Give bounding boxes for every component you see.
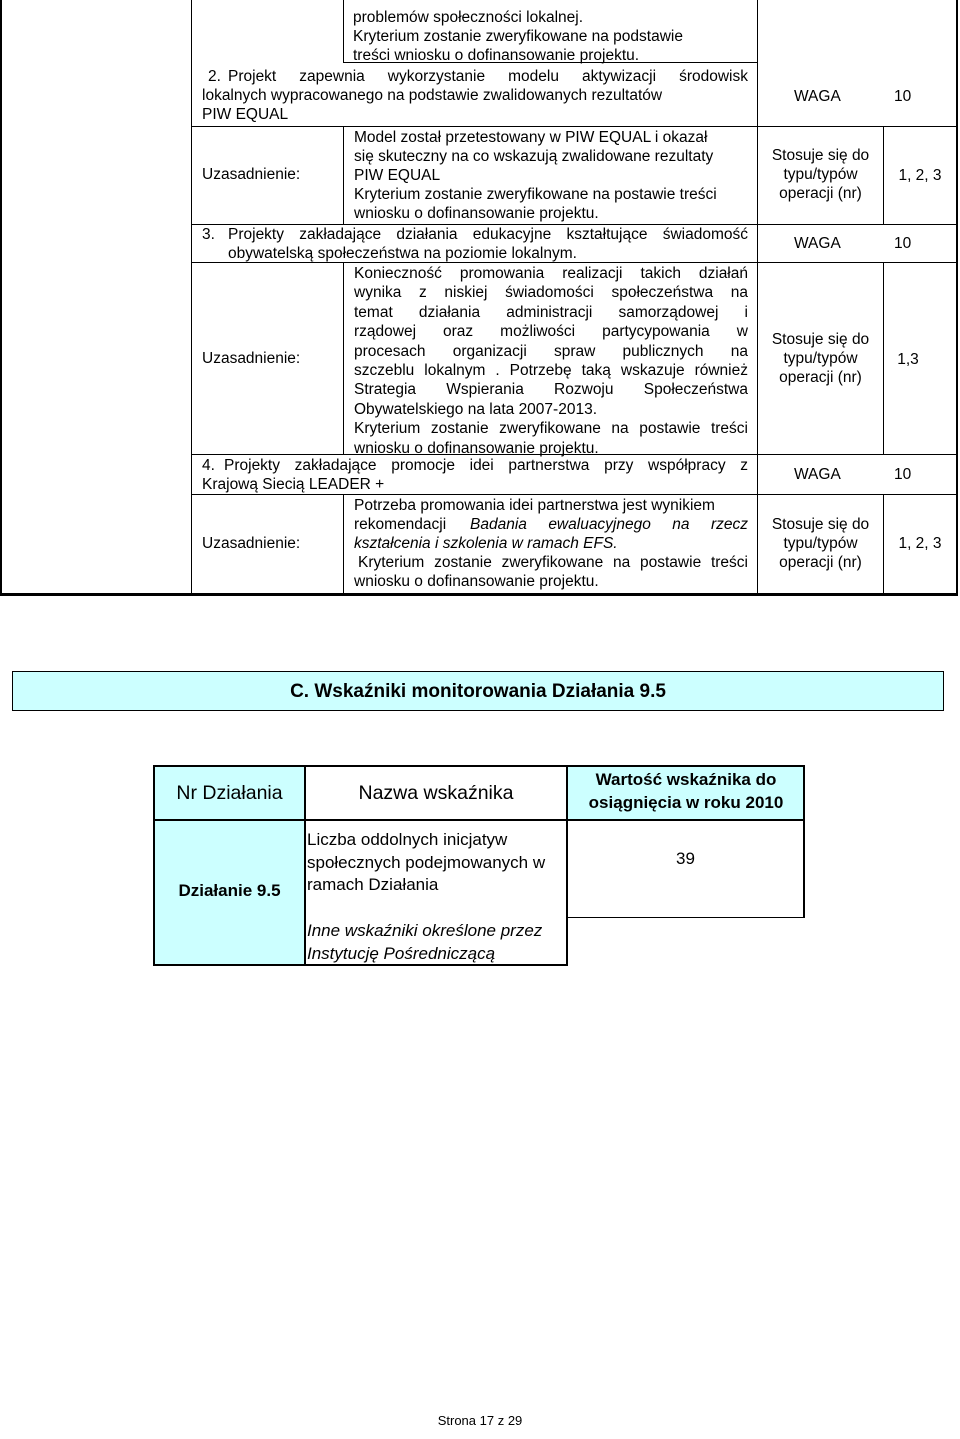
criterion-3-waga-label: WAGA bbox=[794, 235, 841, 252]
criterion-4-uzasadnienie-line-2b: Badania ewaluacyjnego na rzecz bbox=[470, 516, 748, 533]
criterion-3-uzasadnienie-label: Uzasadnienie: bbox=[202, 350, 301, 367]
frame-right bbox=[956, 0, 958, 596]
criterion-2-operacje: 1, 2, 3 bbox=[898, 167, 942, 184]
header-nazwa-wskaznika: Nazwa wskaźnika bbox=[358, 782, 514, 804]
ind-header-bottom bbox=[153, 819, 804, 821]
criterion-3-stosuje-line-3: operacji (nr) bbox=[779, 369, 862, 386]
header-nr-dzialania: Nr Działania bbox=[176, 782, 283, 804]
indicator-1-name: Liczba oddolnych inicjatyw społecznych podejmowanych w ramach Działania bbox=[307, 830, 546, 894]
criterion-4-waga-label: WAGA bbox=[794, 466, 841, 483]
criterion-4-waga-value: 10 bbox=[894, 466, 912, 483]
criterion-4-uzasadnienie-line-5: wniosku o dofinansowanie projektu. bbox=[354, 573, 599, 590]
criterion-4-number: 4. bbox=[202, 457, 215, 474]
criterion-4-title-line-2: Krajową Siecią LEADER + bbox=[202, 476, 385, 493]
criterion-2-uzasadnienie-line-2: się skuteczny na co wskazują zwalidowane rezultaty bbox=[354, 148, 714, 165]
criterion-3-uzasadnienie-line-1: Konieczność promowania realizacji takich działań bbox=[354, 265, 748, 282]
continuation-line-2: Kryterium zostanie zweryfikowane na podstawie bbox=[353, 28, 683, 45]
criterion-3-uzasadnienie-line-6: szczeblu lokalnym . Potrzebę taką wskazuje również bbox=[354, 362, 748, 380]
frame-bottom bbox=[0, 593, 958, 596]
criterion-3-uzasadnienie-line-4: rządowej oraz możliwości partycypowania w bbox=[354, 323, 748, 341]
col-line-b bbox=[343, 0, 344, 62]
criterion-4-uzasadnienie-line-4: Kryterium zostanie zweryfikowane na postawie treści bbox=[358, 554, 748, 571]
criterion-3-number: 3. bbox=[202, 226, 215, 243]
criterion-2-waga-label: WAGA bbox=[794, 88, 841, 105]
criterion-3-uzasadnienie bbox=[354, 264, 748, 458]
ind-row-separator bbox=[567, 917, 805, 918]
page-number: Strona 17 z 29 bbox=[437, 1413, 523, 1428]
section-c-title: C. Wskaźniki monitorowania Działania 9.5 bbox=[12, 671, 944, 711]
criterion-4-stosuje-line-1: Stosuje się do bbox=[771, 516, 870, 533]
indicator-2-name: Inne wskaźniki określone przez Instytucję Pośredniczącą bbox=[307, 921, 543, 963]
col-line-b2 bbox=[343, 126, 344, 224]
criterion-3-title-line-1: Projekty zakładające działania edukacyjne kształtujące świadomość bbox=[228, 226, 748, 243]
criterion-2-stosuje-line-1: Stosuje się do bbox=[771, 147, 870, 164]
criterion-3-waga-value: 10 bbox=[894, 235, 912, 252]
criterion-3-uzasadnienie-line-7: Strategia Wspierania Rozwoju Społeczeństwa bbox=[354, 381, 748, 399]
criterion-4-stosuje-line-2: typu/typów bbox=[783, 535, 858, 552]
criterion-2-stosuje-line-2: typu/typów bbox=[783, 166, 858, 183]
criterion-3-title-line-2: obywatelską społeczeństwa na poziomie lokalnym. bbox=[228, 245, 577, 262]
criterion-2-title-line-1: Projekt zapewnia wykorzystanie modelu aktywizacji środowisk bbox=[228, 68, 748, 85]
criterion-4-uzasadnienie-line-2a: rekomendacji bbox=[354, 516, 447, 533]
criterion-4-uzasadnienie-line-3: kształcenia i szkolenia w ramach EFS. bbox=[354, 535, 618, 552]
criterion-3-uzasadnienie-line-10: wniosku o dofinansowanie projektu. bbox=[354, 439, 599, 457]
criterion-2-waga-value: 10 bbox=[894, 88, 912, 105]
criterion-3-operacje: 1,3 bbox=[897, 351, 919, 368]
criterion-3-uzasadnienie-line-2: wynika z niskiej świadomości społeczeństwa na bbox=[354, 284, 748, 302]
continuation-line-1: problemów społeczności lokalnej. bbox=[353, 9, 584, 26]
ind-right-border bbox=[803, 765, 805, 918]
col-line-b3 bbox=[343, 262, 344, 454]
criterion-2-uzasadnienie-line-5: wniosku o dofinansowanie projektu. bbox=[354, 205, 599, 222]
criterion-2-uzasadnienie-line-4: Kryterium zostanie zweryfikowane na postawie treści bbox=[354, 186, 717, 203]
criterion-3-uzasadnienie-line-9: Kryterium zostanie zweryfikowane na postawie treści bbox=[354, 420, 748, 438]
col-line-b4 bbox=[343, 494, 344, 596]
criterion-3-uzasadnienie-line-8: Obywatelskiego na lata 2007-2013. bbox=[354, 400, 597, 418]
criterion-2-title-line-2: lokalnych wypracowanego na podstawie zwalidowanych rezultatów bbox=[202, 87, 663, 104]
criterion-4-uzasadnienie-line-1: Potrzeba promowania idei partnerstwa jest wynikiem bbox=[354, 497, 715, 514]
criterion-3-uzasadnienie-line-5: procesach organizacji spraw publicznych na bbox=[354, 342, 748, 360]
header-wartosc-wskaznika: Wartość wskaźnika do osiągnięcia w roku 2010 bbox=[588, 770, 784, 812]
col-line-a bbox=[191, 0, 192, 596]
criterion-4-stosuje-line-3: operacji (nr) bbox=[779, 554, 862, 571]
indicator-1-value: 39 bbox=[676, 849, 695, 868]
criterion-2-uzasadnienie-line-1: Model został przetestowany w PIW EQUAL i okazał bbox=[354, 129, 708, 146]
criterion-2-number: 2. bbox=[208, 68, 221, 85]
criterion-4-title-line-1: Projekty zakładające promocje idei partnerstwa przy współpracy z bbox=[224, 457, 748, 474]
row-line-2 bbox=[191, 126, 956, 127]
criterion-4-uzasadnienie-label: Uzasadnienie: bbox=[202, 535, 301, 552]
col-line-c bbox=[757, 0, 758, 596]
criterion-2-uzasadnienie-line-3: PIW EQUAL bbox=[354, 167, 441, 184]
criterion-2-stosuje-line-3: operacji (nr) bbox=[779, 185, 862, 202]
criterion-4-operacje: 1, 2, 3 bbox=[898, 535, 942, 552]
criterion-3-uzasadnienie-line-3: temat działania administracji samorządowej i bbox=[354, 303, 748, 321]
criterion-3-stosuje-line-2: typu/typów bbox=[783, 350, 858, 367]
criterion-3-stosuje-line-1: Stosuje się do bbox=[771, 331, 870, 348]
row-label-dzialanie: Działanie 9.5 bbox=[178, 881, 281, 900]
continuation-line-3: treści wniosku o dofinansowanie projektu. bbox=[353, 47, 640, 64]
frame-left bbox=[0, 0, 2, 596]
criterion-2-title-line-3: PIW EQUAL bbox=[202, 106, 289, 123]
criterion-2-uzasadnienie-label: Uzasadnienie: bbox=[202, 166, 301, 183]
